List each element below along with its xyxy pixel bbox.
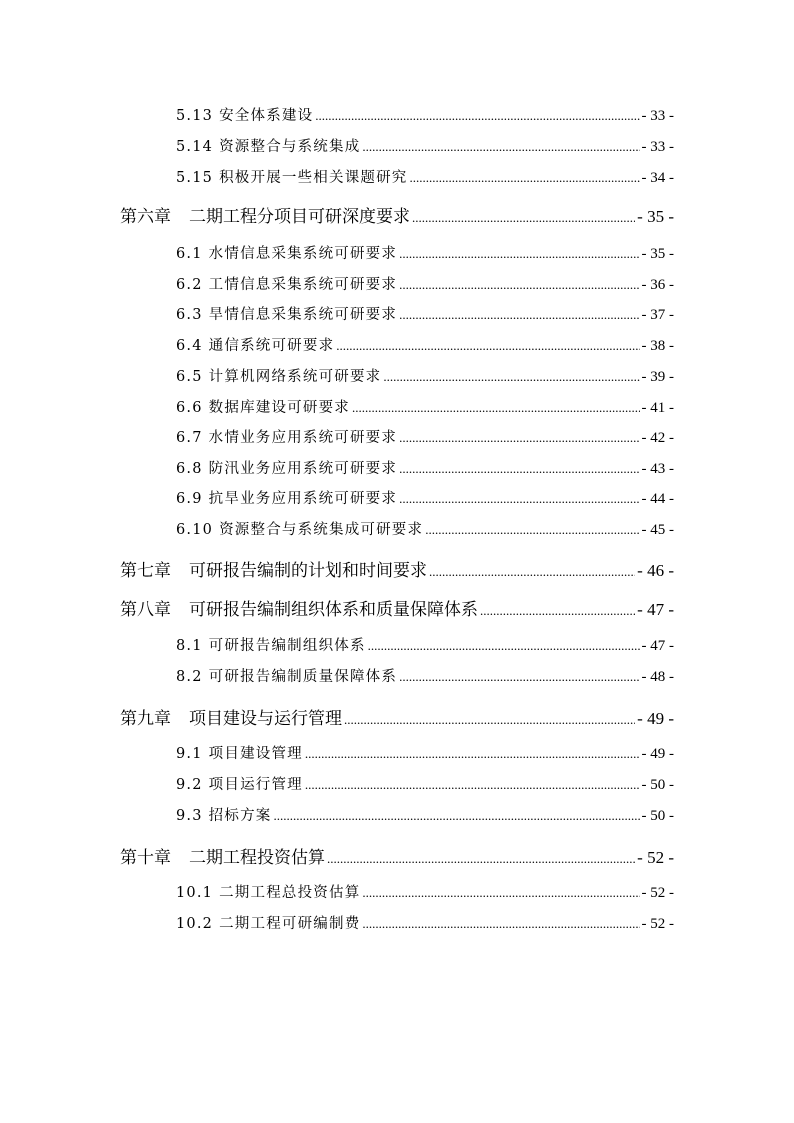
dot-leader — [425, 522, 639, 538]
entry-title: 可研报告编制质量保障体系 — [208, 669, 398, 685]
entry-title: 二期工程可研编制费 — [219, 916, 361, 932]
dot-leader — [362, 916, 639, 932]
entry-title: 防汛业务应用系统可研要求 — [208, 461, 398, 477]
toc-entry[interactable] — [176, 634, 674, 655]
dot-leader — [399, 277, 639, 293]
toc-entry[interactable] — [176, 365, 674, 386]
toc-entry[interactable] — [176, 773, 674, 794]
entry-number: 6.9 — [176, 491, 203, 507]
entry-page: - 50 - — [641, 777, 674, 793]
entry-title: 旱情信息采集系统可研要求 — [208, 307, 398, 323]
entry-title: 二期工程总投资估算 — [219, 885, 361, 901]
entry-number: 10.1 — [176, 885, 214, 901]
toc-chapter-entry[interactable] — [120, 556, 674, 581]
entry-title: 项目运行管理 — [208, 777, 303, 793]
dot-leader — [399, 246, 639, 262]
dot-leader — [480, 603, 635, 619]
entry-title: 工情信息采集系统可研要求 — [208, 277, 398, 293]
entry-page: - 41 - — [641, 400, 674, 416]
entry-number: 5.15 — [176, 170, 214, 186]
dot-leader — [336, 338, 639, 354]
entry-page: - 44 - — [641, 491, 674, 507]
entry-number: 6.8 — [176, 461, 203, 477]
entry-title: 数据库建设可研要求 — [208, 400, 350, 416]
toc-chapter-entry[interactable] — [120, 595, 674, 620]
toc-entry[interactable] — [176, 457, 674, 478]
chapter-page: - 47 - — [637, 600, 674, 619]
chapter-page: - 52 - — [637, 848, 674, 867]
chapter-number: 第七章 — [120, 561, 171, 581]
chapter-number: 第十章 — [120, 848, 171, 868]
dot-leader — [399, 669, 639, 685]
chapter-title: 二期工程投资估算 — [189, 848, 325, 868]
toc-entry[interactable] — [176, 487, 674, 508]
chapter-number: 第九章 — [120, 709, 171, 729]
entry-title: 水情信息采集系统可研要求 — [208, 246, 398, 262]
toc-entry[interactable] — [176, 104, 674, 125]
entry-page: - 50 - — [641, 808, 674, 824]
entry-page: - 42 - — [641, 430, 674, 446]
entry-number: 8.2 — [176, 669, 203, 685]
dot-leader — [429, 564, 635, 580]
entry-page: - 37 - — [641, 307, 674, 323]
entry-title: 通信系统可研要求 — [208, 338, 335, 354]
entry-number: 6.3 — [176, 307, 203, 323]
entry-number: 6.4 — [176, 338, 203, 354]
chapter-title: 项目建设与运行管理 — [189, 709, 342, 729]
toc-chapter-entry[interactable] — [120, 202, 674, 227]
dot-leader — [362, 139, 639, 155]
toc-chapter-entry[interactable] — [120, 704, 674, 729]
toc-entry[interactable] — [176, 273, 674, 294]
toc-entry[interactable] — [176, 518, 674, 539]
toc-entry[interactable] — [176, 742, 674, 763]
dot-leader — [368, 638, 640, 654]
entry-number: 8.1 — [176, 638, 203, 654]
dot-leader — [305, 746, 640, 762]
dot-leader — [344, 712, 635, 728]
dot-leader — [362, 885, 639, 901]
entry-page: - 39 - — [641, 369, 674, 385]
entry-title: 安全体系建设 — [219, 108, 314, 124]
entry-number: 6.1 — [176, 246, 203, 262]
dot-leader — [383, 369, 639, 385]
entry-number: 5.13 — [176, 108, 214, 124]
entry-page: - 52 - — [641, 916, 674, 932]
dot-leader — [410, 170, 640, 186]
entry-title: 抗旱业务应用系统可研要求 — [208, 491, 398, 507]
entry-title: 积极开展一些相关课题研究 — [219, 170, 408, 186]
entry-title: 资源整合与系统集成可研要求 — [219, 522, 424, 538]
chapter-number: 第八章 — [120, 600, 171, 620]
entry-page: - 35 - — [641, 246, 674, 262]
entry-page: - 33 - — [641, 108, 674, 124]
chapter-page: - 35 - — [637, 207, 674, 226]
entry-number: 9.3 — [176, 808, 203, 824]
entry-page: - 48 - — [641, 669, 674, 685]
entry-page: - 34 - — [641, 170, 674, 186]
entry-page: - 38 - — [641, 338, 674, 354]
dot-leader — [315, 108, 639, 124]
toc-entry[interactable] — [176, 665, 674, 686]
entry-number: 6.6 — [176, 400, 203, 416]
entry-number: 10.2 — [176, 916, 214, 932]
toc-entry[interactable] — [176, 334, 674, 355]
toc-entry[interactable] — [176, 912, 674, 933]
entry-title: 资源整合与系统集成 — [219, 139, 361, 155]
entry-page: - 33 - — [641, 139, 674, 155]
chapter-title: 二期工程分项目可研深度要求 — [189, 207, 410, 227]
chapter-page: - 49 - — [637, 709, 674, 728]
toc-entry[interactable] — [176, 166, 674, 187]
toc-chapter-entry[interactable] — [120, 843, 674, 868]
toc-entry[interactable] — [176, 303, 674, 324]
toc-entry[interactable] — [176, 242, 674, 263]
toc-entry[interactable] — [176, 396, 674, 417]
entry-number: 6.2 — [176, 277, 203, 293]
toc-entry[interactable] — [176, 135, 674, 156]
entry-number: 5.14 — [176, 139, 214, 155]
entry-number: 6.10 — [176, 522, 214, 538]
entry-page: - 49 - — [641, 746, 674, 762]
entry-number: 6.7 — [176, 430, 203, 446]
toc-entry[interactable] — [176, 804, 674, 825]
entry-number: 6.5 — [176, 369, 203, 385]
dot-leader — [399, 461, 639, 477]
chapter-page: - 46 - — [637, 561, 674, 580]
chapter-title: 可研报告编制组织体系和质量保障体系 — [189, 600, 478, 620]
dot-leader — [352, 400, 640, 416]
entry-title: 项目建设管理 — [208, 746, 303, 762]
dot-leader — [399, 307, 639, 323]
entry-number: 9.1 — [176, 746, 203, 762]
chapter-title: 可研报告编制的计划和时间要求 — [189, 561, 427, 581]
entry-page: - 52 - — [641, 885, 674, 901]
entry-title: 可研报告编制组织体系 — [208, 638, 366, 654]
entry-page: - 36 - — [641, 277, 674, 293]
dot-leader — [399, 430, 639, 446]
toc-entry[interactable] — [176, 881, 674, 902]
dot-leader — [399, 491, 639, 507]
chapter-number: 第六章 — [120, 207, 171, 227]
entry-page: - 45 - — [641, 522, 674, 538]
dot-leader — [273, 808, 639, 824]
entry-page: - 43 - — [641, 461, 674, 477]
entry-page: - 47 - — [641, 638, 674, 654]
dot-leader — [412, 210, 635, 226]
dot-leader — [327, 851, 635, 867]
toc-entry[interactable] — [176, 426, 674, 447]
dot-leader — [305, 777, 640, 793]
entry-number: 9.2 — [176, 777, 203, 793]
entry-title: 招标方案 — [208, 808, 272, 824]
entry-title: 水情业务应用系统可研要求 — [208, 430, 398, 446]
entry-title: 计算机网络系统可研要求 — [208, 369, 382, 385]
